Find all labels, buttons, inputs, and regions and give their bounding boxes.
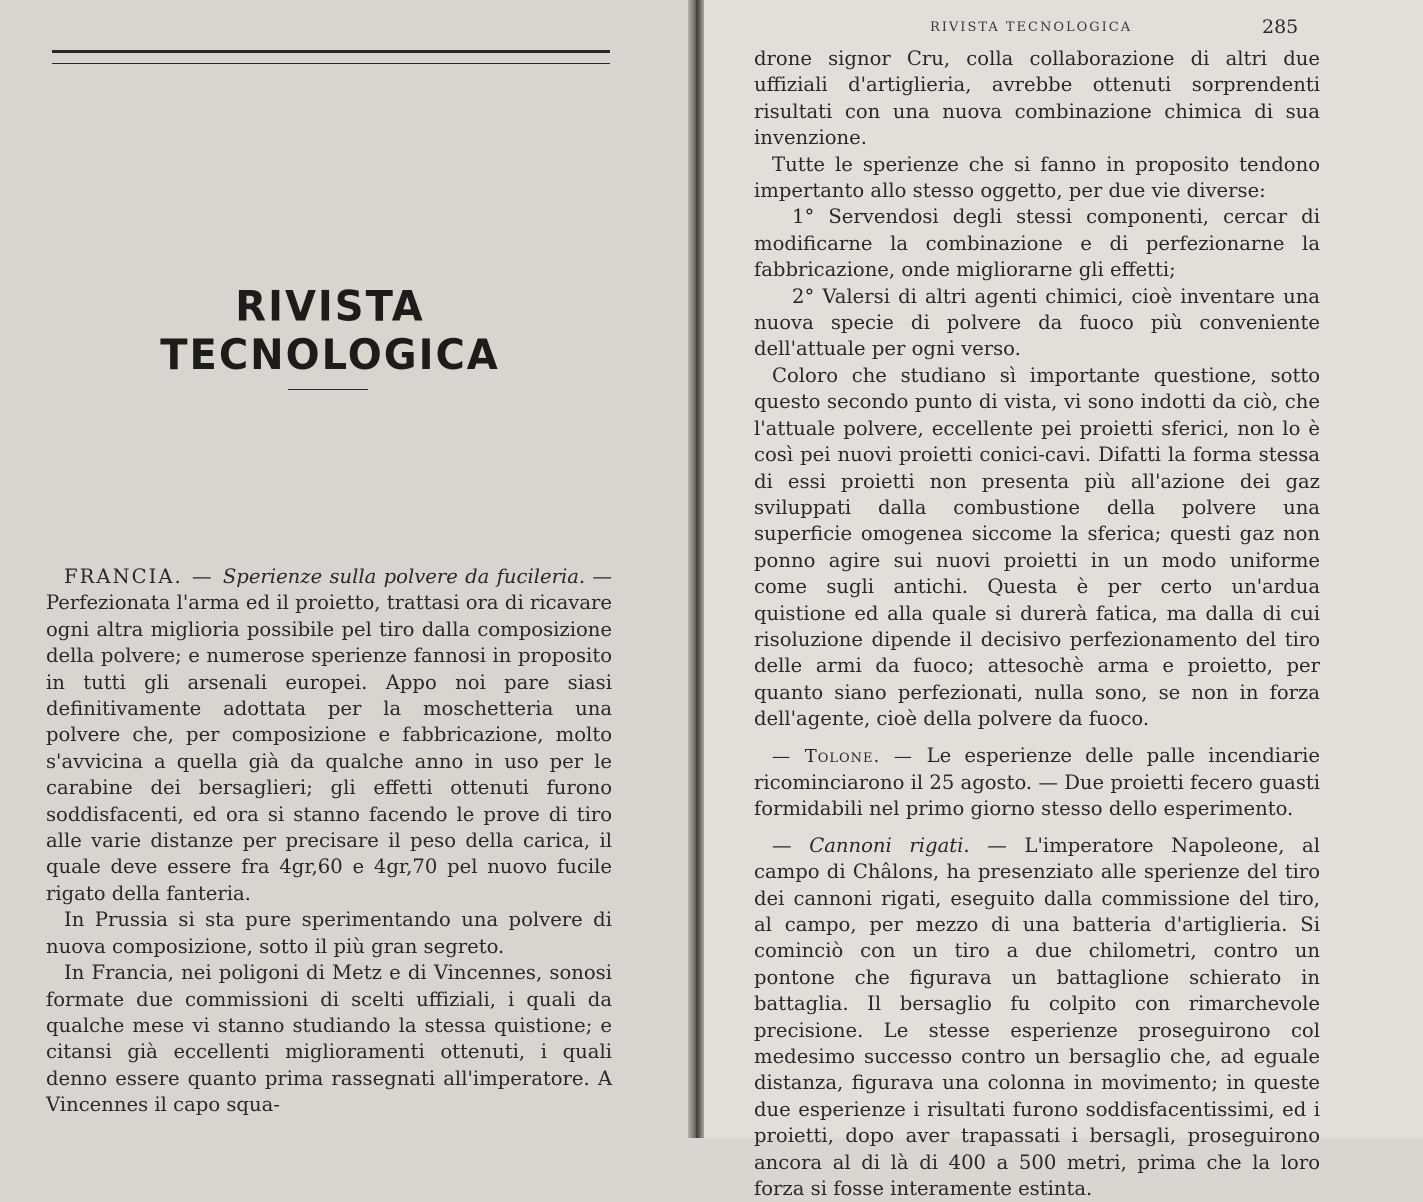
page-number: 285: [1262, 16, 1299, 38]
paragraph-text: — L'imperatore Napoleone, al campo di Châlons, ha presenziato alle sperienze del tiro dei cannoni rigati, eseguito dalla commissione del tiro, al campo, per mezzo di una batteria d'artiglieria. Si cominciò con un tiro a due chilometri, contro un pontone che figurava un battaglione schierato in battaglia. Il bersaglio fu colpito con rimarchevole precisione. Le stesse esperienze proseguirono col medesimo successo contro un bersaglio che, ad eguale distanza, figurava una colonna in movimento; in queste due esperienze i risultati furono soddisfacentissimi, ed i proietti, dopo aver trapassati i bersagli, proseguirono ancora al di là di 400 a 500 metri, prima che la loro forza si fosse interamente estinta.: [754, 833, 1320, 1201]
paragraph-lead: —: [772, 833, 810, 857]
title-divider: [288, 389, 368, 390]
paragraph-prussia: In Prussia si sta pure sperimentando una polvere di nuova composizione, sotto il più gran segreto.: [46, 908, 612, 958]
page-title: RIVISTA TECNOLOGICA: [160, 282, 500, 380]
paragraph-item-2: 2° Valersi di altri agenti chimici, cioè inventare una nuova specie di polvere da fuoco più conveniente dell'attuale per ogni verso.: [754, 284, 1320, 361]
running-head: RIVISTA TECNOLOGICA: [930, 20, 1133, 35]
paragraph-lead-italic: Cannoni rigati.: [809, 833, 970, 857]
paragraph-lead: FRANCIA. —: [64, 565, 223, 588]
paragraph-coloro: Coloro che studiano sì importante questione, sotto questo secondo punto di vista, vi sono indotti da ciò, che l'attuale polvere, eccellente pei proietti sferici, non lo è così pei nuovi proietti conici-cavi. Difatti la forma stessa di essi proietti non presenta più all'azione dei gaz sviluppati dalla combustione della polvere una superficie omogenea siccome la sferica; questi gaz non ponno agire sui nuovi proietti in un modo uniforme come sugli antichi. Questa è per certo un'ardua quistione ed alla quale si durerà fatica, ma dalla di cui risoluzione dipende il decisivo perfezionamento del tiro delle armi da fuoco; attesochè arma e proietto, per quanto siano perfezionati, nulla sono, se non in forza dell'agente, cioè della polvere da fuoco.: [754, 363, 1320, 731]
paragraph-cru: drone signor Cru, colla collaborazione di altri due uffiziali d'artiglieria, avrebbe ottenuti sorprendenti risultati con una nuova combinazione chimica di sua invenzione.: [754, 47, 1320, 150]
paragraph-cannoni: [754, 833, 1320, 1202]
paragraph-text: — Perfezionata l'arma ed il proietto, trattasi ora di ricavare ogni altra miglioria possibile pel tiro dalla composizione della polvere; e numerose sperienze fannosi in proposito in tutti gli arsenali europei. Appo noi pare siasi definitivamente adottata per la moschetteria una polvere che, per composizione e fabbricazione, molto s'avvicina a quella già da qualche anno in uso per le carabine dei bersaglieri; gli effetti ottenuti furono soddisfacenti, ed ora si stanno facendo le prove di tiro alle varie distanze per precisare il peso della carica, il quale deve essere fra 4gr,60 e 4gr,70 pel nuovo fucile rigato della fanteria.: [46, 565, 612, 905]
paragraph-vincennes: In Francia, nei poligoni di Metz e di Vincennes, sonosi formate due commissioni di scelti uffiziali, i quali da qualche mese vi stanno studiando la stessa quistione; e citansi già eccellenti miglioramenti ottenuti, i quali denno essere quanto prima rassegnati all'imperatore. A Vincennes il capo squa-: [46, 961, 612, 1117]
paragraph-francia: [46, 564, 612, 907]
paragraph-item-1: 1° Servendosi degli stessi componenti, cercar di modificarne la combinazione e di perfezionarne la fabbricazione, onde migliorarne gli effetti;: [754, 205, 1320, 282]
left-page: [0, 0, 688, 1138]
paragraph-lead-italic: Sperienze sulla polvere da fucileria.: [222, 565, 586, 588]
paragraph-tolone: [754, 743, 1320, 823]
book-gutter: [688, 0, 704, 1138]
paragraph-lead: — Tolone. —: [772, 745, 927, 767]
top-double-rule: [52, 50, 610, 64]
paragraph-text: Le esperienze delle palle incendiarie ricominciarono il 25 agosto. — Due proietti fecero guasti formidabili nel primo giorno stesso dello esperimento.: [754, 743, 1321, 821]
left-body-text: [46, 564, 612, 1119]
paragraph-sperienze: Tutte le sperienze che si fanno in proposito tendono impertanto allo stesso oggetto, per due vie diverse:: [754, 152, 1320, 203]
right-body-text: [754, 46, 1320, 1202]
